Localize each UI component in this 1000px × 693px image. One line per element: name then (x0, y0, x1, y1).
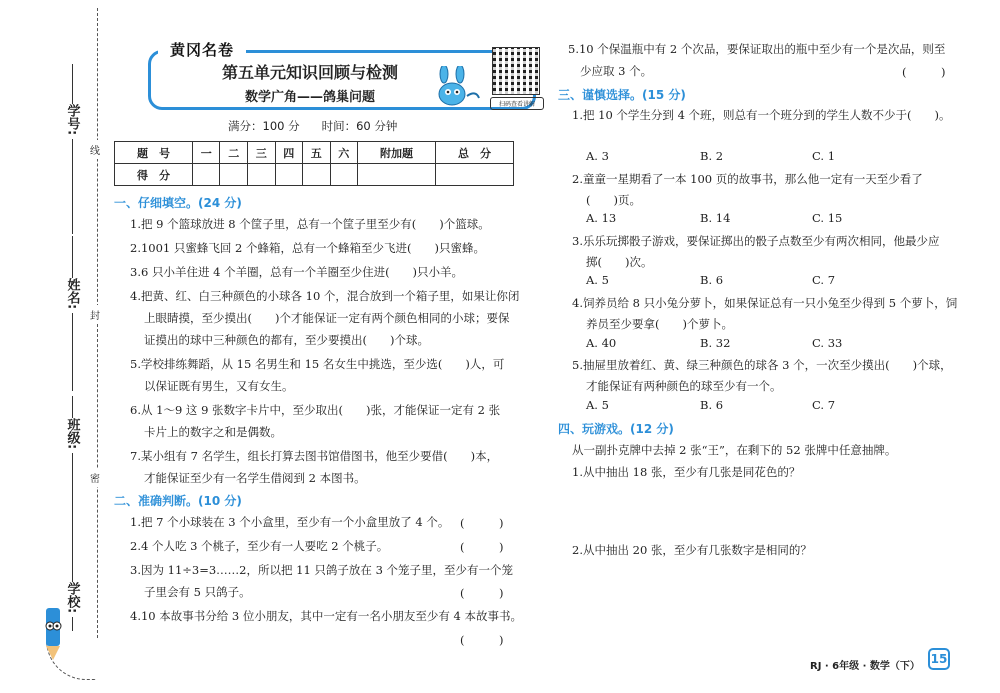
section-judge-title: 二、准确判断。(10 分) (114, 494, 242, 508)
page-footer: RJ · 6年级 · 数学（下） (810, 661, 920, 672)
score-cell[interactable] (192, 164, 220, 186)
exam-time: 时间：60 分钟 (321, 119, 398, 133)
option-a[interactable]: A. 3 (586, 149, 609, 163)
brand-logo: 黄冈名卷 (158, 37, 246, 61)
question-text: 2.4 个人吃 3 个桃子，至少有一人要吃 2 个桃子。 (130, 539, 389, 553)
question-text: ( )页。 (586, 193, 641, 207)
question-text: 5.学校排练舞蹈，从 15 名男生和 15 名女生中挑选，至少选( )人，可 (130, 357, 505, 371)
option-b[interactable]: B. 6 (700, 273, 724, 287)
page-subtitle: 数学广角——鸽巢问题 (244, 90, 375, 105)
section-choice-title: 三、谨慎选择。(15 分) (558, 88, 686, 102)
question-text: 2.从中抽出 20 张，至少有几张数字是相同的？ (572, 543, 812, 557)
question-text: 1.从中抽出 18 张，至少有几张是同花色的？ (572, 465, 801, 479)
class-field[interactable]: 班级: (62, 392, 82, 553)
option-c[interactable]: C. 1 (812, 149, 836, 163)
question-text: 4.饲养员给 8 只小兔分萝卜，如果保证总有一只小兔至少得到 5 个萝卜，饲 (572, 296, 958, 310)
section-fill-blank-title: 一、仔细填空。(24 分) (114, 196, 242, 210)
page-title: 第五单元知识回顾与检测 (221, 63, 398, 82)
question-text: 1.把 9 个篮球放进 8 个筐子里，总有一个筐子里至少有( )个篮球。 (130, 217, 490, 231)
option-a[interactable]: A. 40 (586, 336, 617, 350)
question-text: 证摸出的球中三种颜色的都有，至少要摸出( )个球。 (144, 333, 429, 347)
score-table (114, 141, 514, 186)
binding-mark-mi: 密 (90, 468, 100, 487)
score-cell[interactable] (275, 164, 303, 186)
question-text: 从一副扑克牌中去掉 2 张“王”，在剩下的 52 张牌中任意抽牌。 (572, 443, 897, 457)
question-text: 子里会有 5 只鸽子。 (144, 585, 251, 599)
question-text: 1.把 7 个小球装在 3 个小盒里，至少有一个小盒里放了 4 个。 (130, 515, 450, 529)
score-cell[interactable] (303, 164, 331, 186)
pencil-mascot-icon (38, 604, 68, 662)
question-text: 6.从 1～9 这 9 张数字卡片中，至少取出( )张，才能保证一定有 2 张 (130, 403, 501, 417)
question-text: 3.因为 11÷3=3……2，所以把 11 只鸽子放在 3 个笼子里，至少有一个笼 (130, 563, 514, 577)
binding-mark-xian: 线 (90, 140, 100, 159)
page-number: 15 (928, 648, 950, 670)
option-b[interactable]: B. 2 (700, 149, 724, 163)
score-cell[interactable] (247, 164, 275, 186)
option-a[interactable]: A. 13 (586, 211, 617, 225)
qr-caption: 扫码查看讲解 (490, 97, 544, 110)
answer-blank[interactable]: ( ) (902, 65, 946, 79)
question-text: 才能保证至少有一名学生借阅到 2 本图书。 (144, 471, 366, 485)
question-text: 上眼睛摸，至少摸出( )个才能保证一定有两个颜色相同的小球；要保 (144, 311, 510, 325)
option-c[interactable]: C. 7 (812, 398, 836, 412)
question-text: 3.6 只小羊住进 4 个羊圈，总有一个羊圈至少住进( )只小羊。 (130, 265, 464, 279)
option-c[interactable]: C. 33 (812, 336, 843, 350)
question-text: 4.把黄、红、白三种颜色的小球各 10 个，混合放到一个箱子里，如果让你闭 (130, 289, 520, 303)
option-b[interactable]: B. 14 (700, 211, 731, 225)
section-game-title: 四、玩游戏。(12 分) (558, 422, 674, 436)
option-b[interactable]: B. 6 (700, 398, 724, 412)
score-cell[interactable] (358, 164, 436, 186)
question-text: 掷( )次。 (586, 255, 653, 269)
option-a[interactable]: A. 5 (586, 273, 609, 287)
question-text: 7.某小组有 7 名学生，组长打算去图书馆借图书，他至少要借( )本， (130, 449, 499, 463)
school-field[interactable]: 学校: (62, 540, 82, 631)
answer-blank[interactable]: ( ) (460, 633, 504, 647)
answer-blank[interactable]: ( ) (460, 586, 504, 600)
option-c[interactable]: C. 7 (812, 273, 836, 287)
exam-meta (228, 118, 397, 134)
answer-blank[interactable]: ( ) (460, 540, 504, 554)
score-table-score-row: 得 分 (115, 164, 514, 186)
name-field[interactable]: 姓名: (62, 232, 82, 391)
question-text: 2.童童一星期看了一本 100 页的故事书，那么他一定有一天至少看了 (572, 172, 923, 186)
question-text: 2.1001 只蜜蜂飞回 2 个蜂箱，总有一个蜂箱至少飞进( )只蜜蜂。 (130, 241, 485, 255)
answer-blank[interactable]: ( ) (460, 516, 504, 530)
question-text: 少应取 3 个。 (580, 64, 653, 78)
rabbit-mascot-icon (430, 66, 482, 108)
option-c[interactable]: C. 15 (812, 211, 843, 225)
option-a[interactable]: A. 5 (586, 398, 609, 412)
score-cell[interactable] (436, 164, 514, 186)
question-text: 1.把 10 个学生分到 4 个班，则总有一个班分到的学生人数不少于( )。 (572, 108, 951, 122)
score-table-header-row: 题 号 一 二 三 四 五 六 附加题 总 分 (115, 142, 514, 164)
question-text: 以保证既有男生，又有女生。 (144, 379, 294, 393)
full-marks: 满分：100 分 (228, 119, 300, 133)
question-text: 5.抽屉里放着红、黄、绿三种颜色的球各 3 个，一次至少摸出( )个球， (572, 358, 952, 372)
qr-code[interactable] (492, 47, 540, 95)
question-text: 卡片上的数字之和是偶数。 (144, 425, 282, 439)
option-b[interactable]: B. 32 (700, 336, 731, 350)
question-text: 3.乐乐玩掷骰子游戏，要保证掷出的骰子点数至少有两次相同，他最少应 (572, 234, 940, 248)
question-text: 4.10 本故事书分给 3 位小朋友，其中一定有一名小朋友至少有 4 本故事书。 (130, 609, 523, 623)
question-text: 才能保证有两种颜色的球至少有一个。 (586, 379, 782, 393)
score-cell[interactable] (220, 164, 248, 186)
question-text: 5.10 个保温瓶中有 2 个次品，要保证取出的瓶中至少有一个是次品，则至 (568, 42, 946, 56)
score-cell[interactable] (330, 164, 358, 186)
question-text: 养员至少要拿( )个萝卜。 (586, 317, 733, 331)
binding-mark-feng: 封 (90, 305, 100, 324)
student-id-field[interactable]: 学号: (62, 60, 82, 234)
